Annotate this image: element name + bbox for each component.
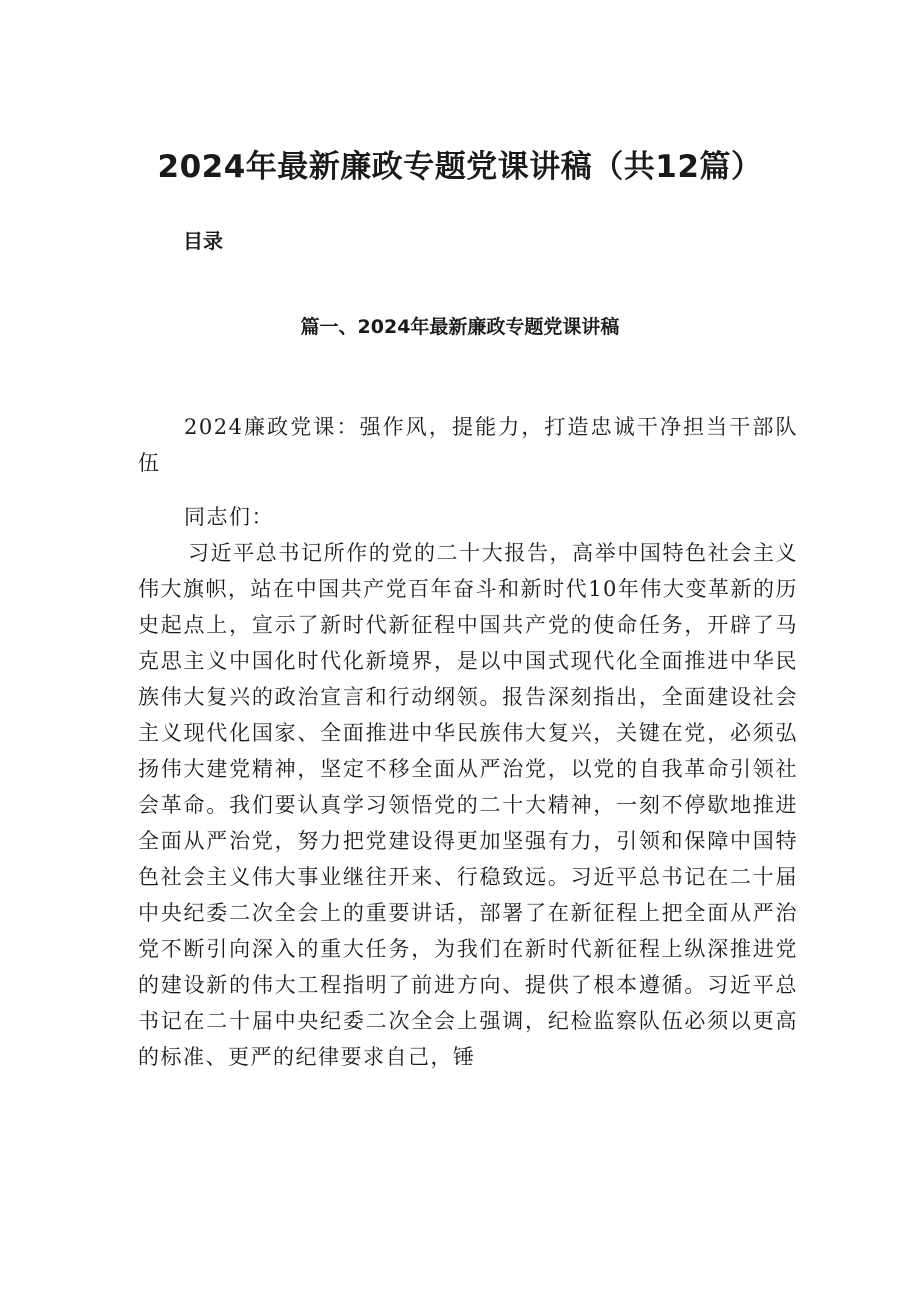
toc-heading: 目录 — [183, 229, 223, 253]
document-title: 2024年最新廉政专题党课讲稿（共12篇） — [157, 149, 763, 185]
section-title: 篇一、2024年最新廉政专题党课讲稿 — [300, 316, 620, 338]
lecture-subtitle: 2024廉政党课：强作风，提能力，打造忠诚干净担当干部队伍 — [138, 415, 798, 475]
body-paragraph: 习近平总书记所作的党的二十大报告，高举中国特色社会主义伟大旗帜，站在中国共产党百年奋斗和新时代10年伟大变革新的历史起点上，宣示了新时代新征程中国共产党的使命任务，开辟了马克思主义中国化时代化新境界，是以中国式现代化全面推进中华民族伟大复兴的政治宣言和行动纲领。报告深刻指出，全面建设社会主义现代化国家、全面推进中华民族伟大复兴，关键在党，必须弘扬伟大建党精神，坚定不移全面从严治党，以党的自我革命引领社会革命。我们要认真学习领悟党的二十大精神，一刻不停歇地推进全面从严治党，努力把党建设得更加坚强有力，引领和保障中国特色社会主义伟大事业继往开来、行稳致远。习近平总书记在二十届中央纪委二次全会上的重要讲话，部署了在新征程上把全面从严治党不断引向深入的重大任务，为我们在新时代新征程上纵深推进党的建设新的伟大工程指明了前进方向、提供了根本遵循。习近平总书记在二十届中央纪委二次全会上强调，纪检监察队伍必须以更高的标准、更严的纪律要求自己，锤 — [138, 541, 798, 1069]
greeting: 同志们： — [184, 505, 274, 529]
